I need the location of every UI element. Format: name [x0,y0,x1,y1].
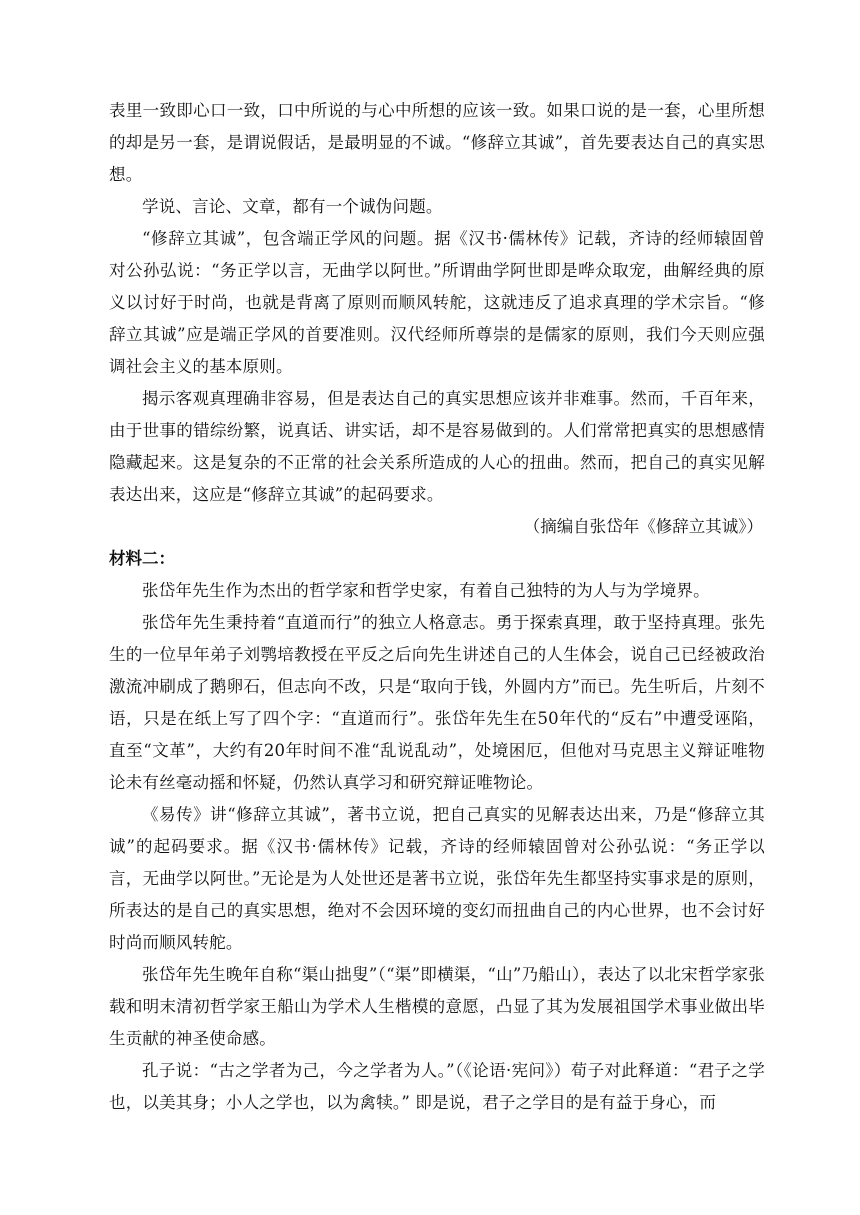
material1-paragraph-1: 表里一致即心口一致，口中所说的与心中所想的应该一致。如果口说的是一套，心里所想的却是另一套，是谓说假话，是最明显的不诚。“修辞立其诚”，首先要表达自己的真实思想。 [109,101,765,184]
material2-paragraph-4: 张岱年先生晚年自称“渠山拙叟”（“渠”即横渠，“山”乃船山），表达了以北宋哲学家张载和明末清初哲学家王船山为学术人生楷模的意愿，凸显了其为发展祖国学术事业做出毕生贡献的神圣使命感。 [109,965,765,1048]
material2-paragraph-3: 《易传》讲“修辞立其诚”，著书立说，把自己真实的见解表达出来，乃是“修辞立其诚”的起码要求。据《汉书·儒林传》记载，齐诗的经师辕固曾对公孙弘说：“务正学以言，无曲学以阿世。”无论是为人处世还是著书立说，张岱年先生都坚持实事求是的原则，所表达的是自己的真实思想，绝对不会因环境的变幻而扭曲自己的内心世界，也不会讨好时尚而顺风转舵。 [109,805,765,952]
material2-paragraph-2: 张岱年先生秉持着“直道而行”的独立人格意志。勇于探索真理，敢于坚持真理。张先生的一位早年弟子刘鹗培教授在平反之后向先生讲述自己的人生体会，说自己已经被政治激流冲刷成了鹅卵石，但志向不改，只是“取向于钱，外圆内方”而已。先生听后，片刻不语，只是在纸上写了四个字：“直道而行”。张岱年先生在50年代的“反右”中遭受诬陷，直至“文革”，大约有20年时间不准“乱说乱动”，处境困厄，但他对马克思主义辩证唯物论未有丝毫动摇和怀疑，仍然认真学习和研究辩证唯物论。 [109,613,765,792]
material2-paragraph-1: 张岱年先生作为杰出的哲学家和哲学史家，有着自己独特的为人与为学境界。 [142,581,710,600]
document-body [109,95,765,1119]
material1-paragraph-2: 学说、言论、文章，都有一个诚伪问题。 [142,197,443,216]
material2-paragraph-5: 孔子说：“古之学者为己，今之学者为人。”（《论语·宪问》）荀子对此释道：“君子之学也，以美其身；小人之学也，以为禽犊。” 即是说，君子之学目的是有益于身心，而 [109,1061,765,1112]
material1-paragraph-4: 揭示客观真理确非容易，但是表达自己的真实思想应该并非难事。然而，千百年来，由于世事的错综纷繁，说真话、讲实话，却不是容易做到的。人们常常把真实的思想感情隐藏起来。这是复杂的不正常的社会关系所造成的人心的扭曲。然而，把自己的真实见解表达出来，这应是“修辞立其诚”的起码要求。 [109,389,765,504]
material2-heading: 材料二： [109,549,175,568]
material1-source-citation: （摘编自张岱年《修辞立其诚》） [523,517,763,536]
material1-paragraph-3: “修辞立其诚”，包含端正学风的问题。据《汉书·儒林传》记载，齐诗的经师辕固曾对公孙弘说：“务正学以言，无曲学以阿世。”所谓曲学阿世即是哗众取宠，曲解经典的原义以讨好于时尚，也就是背离了原则而顺风转舵，这就违反了追求真理的学术宗旨。“修辞立其诚”应是端正学风的首要准则。汉代经师所尊崇的是儒家的原则，我们今天则应强调社会主义的基本原则。 [109,229,765,376]
